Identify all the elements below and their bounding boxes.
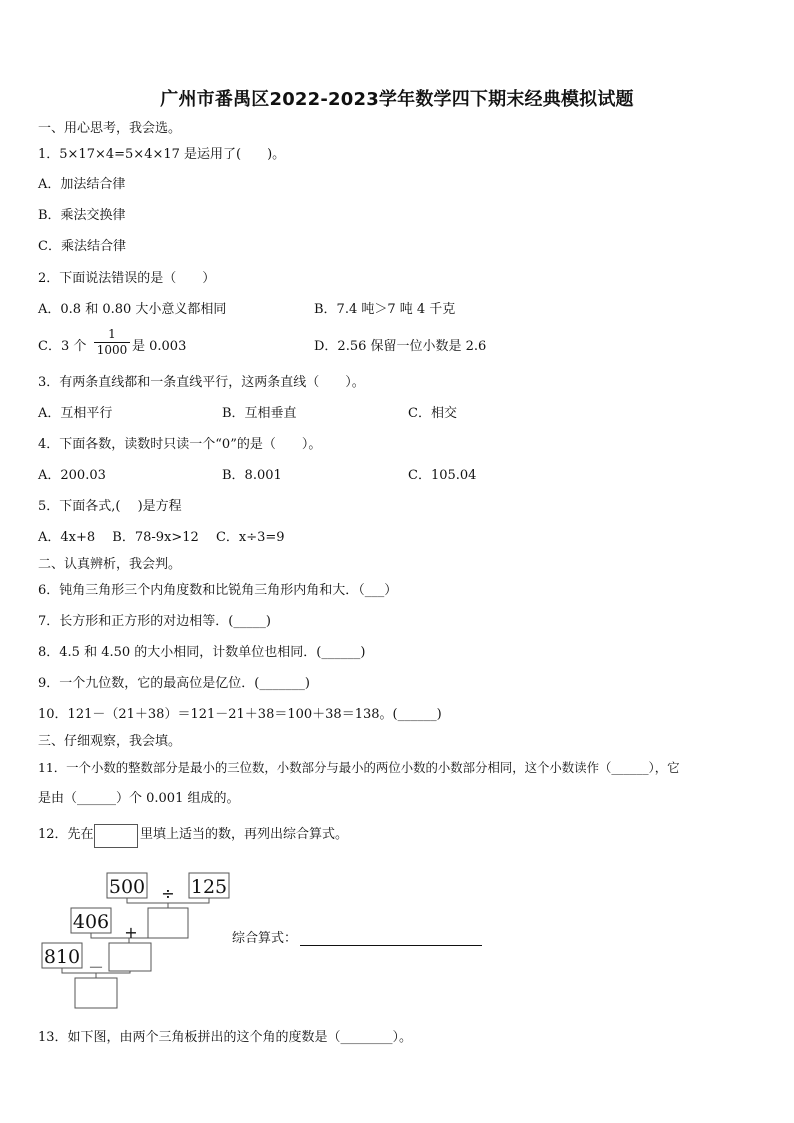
question-4-stem: 4．下面各数，读数时只读一个“0”的是（ ）。 [38, 437, 322, 452]
question-8: 8．4.5 和 4.50 的大小相同，计数单位也相同．(______) [38, 645, 366, 660]
formula-label: 综合算式： [232, 931, 298, 946]
question-10: 10．121－（21＋38）＝121－21＋38＝100＋38＝138。(______) [38, 707, 442, 722]
question-5-stem: 5．下面各式,( )是方程 [38, 499, 182, 514]
calculation-flow-diagram [38, 866, 238, 1012]
answer-box-difference[interactable] [75, 978, 117, 1008]
fraction-numerator: 1 [94, 328, 130, 343]
operator-divide: ÷ [161, 884, 175, 903]
number-125: 125 [190, 876, 228, 898]
fraction-denominator: 1000 [96, 343, 128, 357]
question-2-option-c-suffix: 是 0.003 [132, 339, 187, 354]
number-406: 406 [72, 911, 110, 933]
question-2-option-b: B．7.4 吨＞7 吨 4 千克 [314, 302, 456, 317]
question-12-prefix: 12．先在 [38, 827, 94, 842]
answer-box-sum[interactable] [109, 943, 151, 971]
question-1-option-a: A．加法结合律 [38, 177, 126, 192]
question-1-stem: 1．5×17×4=5×4×17 是运用了( )。 [38, 147, 286, 162]
question-3-option-b: B．互相垂直 [222, 406, 297, 421]
question-11-line-2: 是由（______）个 0.001 组成的。 [38, 791, 240, 806]
section-heading-1: 一、用心思考，我会选。 [38, 121, 182, 136]
question-4-option-c: C．105.04 [408, 468, 477, 483]
question-2-stem: 2．下面说法错误的是（ ） [38, 271, 216, 286]
question-3-option-c: C．相交 [408, 406, 457, 421]
fraction-one-thousandth [94, 328, 130, 357]
question-1-option-b: B．乘法交换律 [38, 208, 126, 223]
number-810: 810 [43, 946, 81, 968]
question-5-options: A．4x+8 B．78-9x>12 C．x÷3=9 [38, 530, 285, 545]
question-9: 9．一个九位数，它的最高位是亿位．(_______) [38, 676, 310, 691]
question-4-option-b: B．8.001 [222, 468, 282, 483]
question-12-suffix: 里填上适当的数，再列出综合算式。 [140, 827, 349, 842]
answer-box-example [94, 824, 138, 848]
question-13: 13．如下图，由两个三角板拼出的这个角的度数是（________）。 [38, 1030, 413, 1045]
number-500: 500 [108, 876, 146, 898]
question-7: 7．长方形和正方形的对边相等．(_____) [38, 614, 271, 629]
page-title: 广州市番禺区2022-2023学年数学四下期末经典模拟试题 [160, 89, 634, 110]
question-11-line-1: 11．一个小数的整数部分是最小的三位数，小数部分与最小的两位小数的小数部分相同，这个小数读作（______），它 [38, 760, 680, 775]
question-4-option-a: A．200.03 [38, 468, 106, 483]
question-2-option-a: A．0.8 和 0.80 大小意义都相同 [38, 302, 227, 317]
section-heading-3: 三、仔细观察，我会填。 [38, 734, 182, 749]
operator-minus: － [87, 958, 105, 977]
answer-box-quotient[interactable] [148, 908, 188, 938]
question-2-option-c-prefix: C．3 个 [38, 339, 87, 354]
formula-answer-line[interactable] [300, 945, 482, 946]
operator-plus: + [124, 923, 138, 942]
question-3-option-a: A．互相平行 [38, 406, 113, 421]
question-3-stem: 3．有两条直线都和一条直线平行，这两条直线（ ）。 [38, 375, 365, 390]
question-6: 6．钝角三角形三个内角度数和比锐角三角形内角和大．（___） [38, 583, 398, 598]
section-heading-2: 二、认真辨析，我会判。 [38, 557, 182, 572]
question-2-option-d: D．2.56 保留一位小数是 2.6 [314, 339, 487, 354]
question-1-option-c: C．乘法结合律 [38, 239, 126, 254]
